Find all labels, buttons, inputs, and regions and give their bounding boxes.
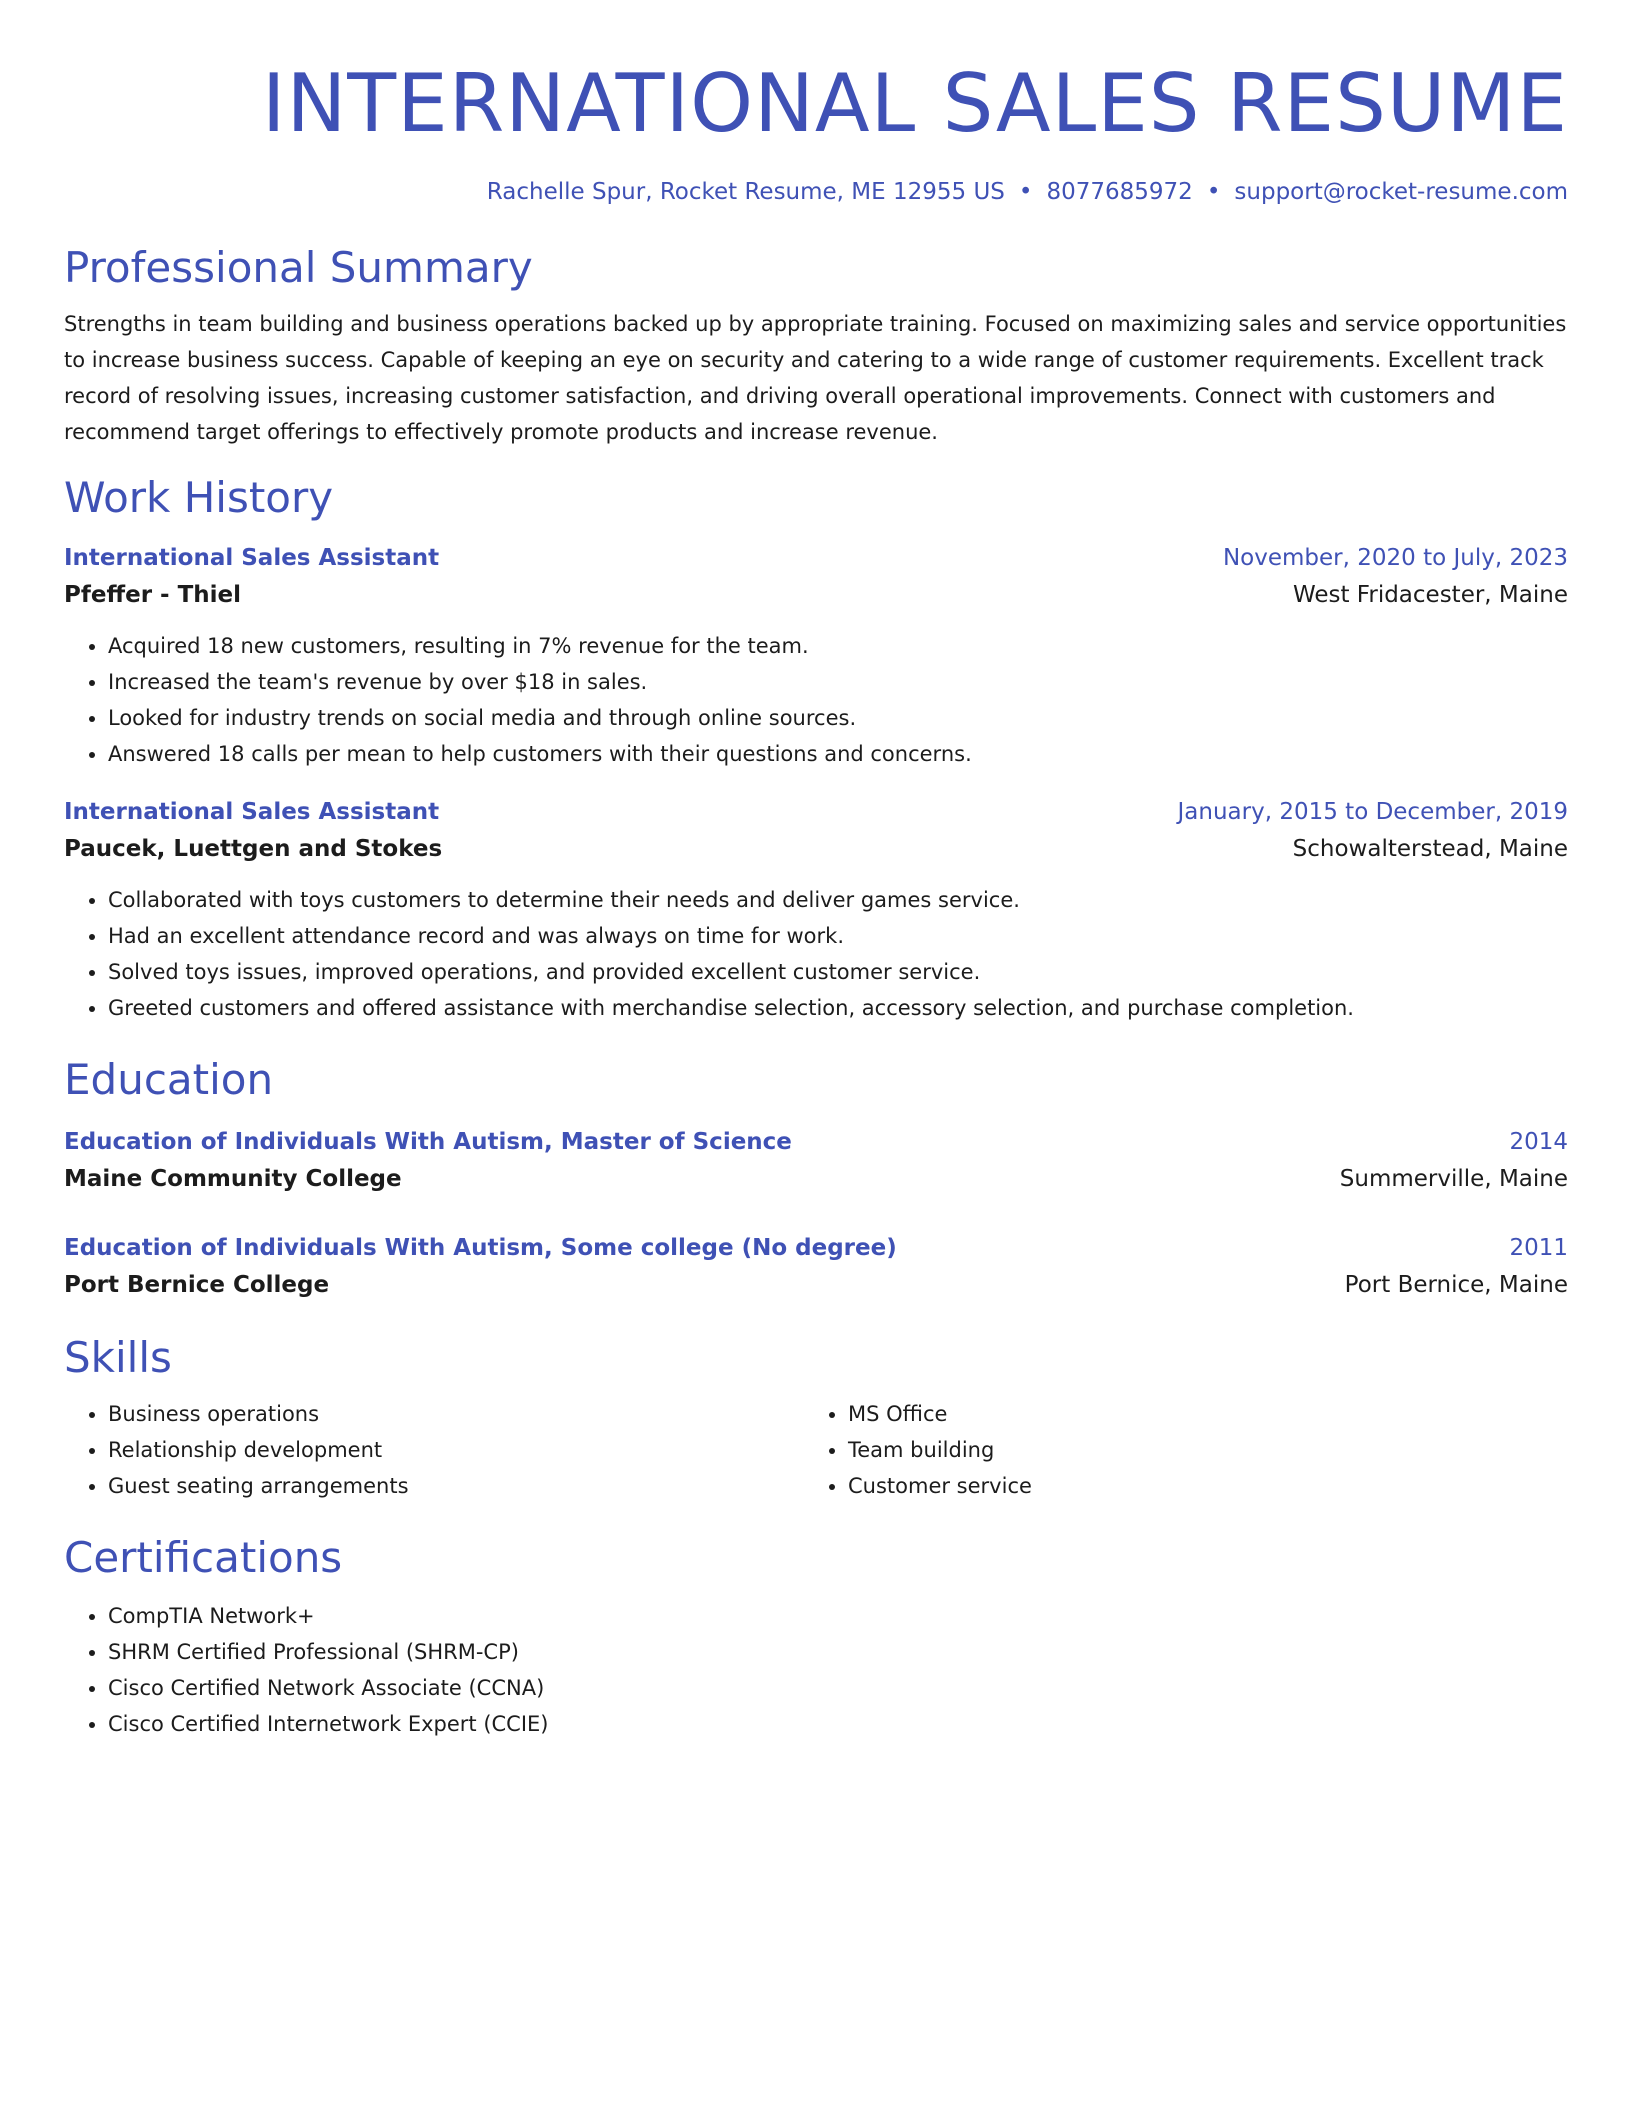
- certification-item: • SHRM Certified Professional (SHRM-CP): [108, 1634, 1568, 1670]
- job-title: International Sales Assistant: [64, 545, 440, 571]
- list-item: • Collaborated with toys customers to determine their needs and deliver games service.: [108, 882, 1568, 918]
- job-title: International Sales Assistant: [64, 799, 440, 825]
- skills-list: [64, 1396, 1568, 1504]
- list-item: • Increased the team's revenue by over $18 in sales.: [108, 664, 1568, 700]
- skills-heading: Skills: [64, 1333, 172, 1382]
- list-item: • Had an excellent attendance record and was always on time for work.: [108, 918, 1568, 954]
- contact-separator: •: [1206, 179, 1221, 205]
- job-entry: [64, 540, 1568, 772]
- skills-column-right: [804, 1396, 1544, 1504]
- certification-item: • Cisco Certified Internetwork Expert (CCIE): [108, 1706, 1568, 1742]
- skill-item: • MS Office: [848, 1396, 1544, 1432]
- education-entry: [64, 1230, 1568, 1304]
- certification-item: • CompTIA Network+: [108, 1598, 1568, 1634]
- resume-title: INTERNATIONAL SALES RESUME: [261, 57, 1568, 150]
- skill-item: • Business operations: [108, 1396, 804, 1432]
- school-location: Summerville, Maine: [1339, 1166, 1568, 1192]
- job-dates: January, 2015 to December, 2019: [1177, 799, 1568, 825]
- summary-heading: Professional Summary: [64, 243, 533, 292]
- skill-item: • Guest seating arrangements: [108, 1468, 804, 1504]
- list-item: • Solved toys issues, improved operations, and provided excellent customer service.: [108, 954, 1568, 990]
- certification-item: • Cisco Certified Network Associate (CCNA): [108, 1670, 1568, 1706]
- degree-title: Education of Individuals With Autism, Master of Science: [64, 1129, 792, 1155]
- certifications-list: [64, 1598, 1568, 1742]
- graduation-year: 2011: [1509, 1235, 1568, 1261]
- contact-separator: •: [1018, 179, 1033, 205]
- school-name: Port Bernice College: [64, 1272, 330, 1298]
- summary-text: Strengths in team building and business operations backed up by appropriate training. Focused on maximizing sales and service opportunities to increase business success. Capable of keeping an eye on security and catering to a wide range of customer requirements. Excellent track record of resolving issues, increasing customer satisfaction, and driving overall operational improvements. Connect with customers and recommend target offerings to effectively promote products and increase revenue.: [64, 312, 1567, 444]
- skill-item: • Team building: [848, 1432, 1544, 1468]
- job-duties: [64, 628, 1568, 772]
- degree-title: Education of Individuals With Autism, Some college (No degree): [64, 1235, 897, 1261]
- education-entry: [64, 1124, 1568, 1198]
- contact-line: [64, 176, 1568, 208]
- graduation-year: 2014: [1509, 1129, 1568, 1155]
- school-name: Maine Community College: [64, 1166, 402, 1192]
- job-dates: November, 2020 to July, 2023: [1222, 545, 1568, 571]
- contact-email[interactable]: support@rocket-resume.com: [1234, 179, 1568, 205]
- skill-item: • Relationship development: [108, 1432, 804, 1468]
- list-item: • Looked for industry trends on social media and through online sources.: [108, 700, 1568, 736]
- job-company: Pfeffer - Thiel: [64, 582, 242, 608]
- list-item: • Greeted customers and offered assistance with merchandise selection, accessory selection, and purchase completion.: [108, 990, 1568, 1026]
- school-location: Port Bernice, Maine: [1344, 1272, 1568, 1298]
- job-location: West Fridacester, Maine: [1292, 582, 1568, 608]
- list-item: • Answered 18 calls per mean to help customers with their questions and concerns.: [108, 736, 1568, 772]
- list-item: • Acquired 18 new customers, resulting in 7% revenue for the team.: [108, 628, 1568, 664]
- skill-item: • Customer service: [848, 1468, 1544, 1504]
- work-history-heading: Work History: [64, 473, 334, 522]
- job-duties: [64, 882, 1568, 1026]
- contact-address: Rachelle Spur, Rocket Resume, ME 12955 US: [486, 179, 1005, 205]
- job-company: Paucek, Luettgen and Stokes: [64, 836, 443, 862]
- contact-phone: 8077685972: [1046, 179, 1193, 205]
- certifications-heading: Certifications: [64, 1533, 343, 1582]
- job-entry: [64, 794, 1568, 1026]
- education-heading: Education: [64, 1055, 274, 1104]
- skills-column-left: [64, 1396, 804, 1504]
- job-location: Schowalterstead, Maine: [1292, 836, 1568, 862]
